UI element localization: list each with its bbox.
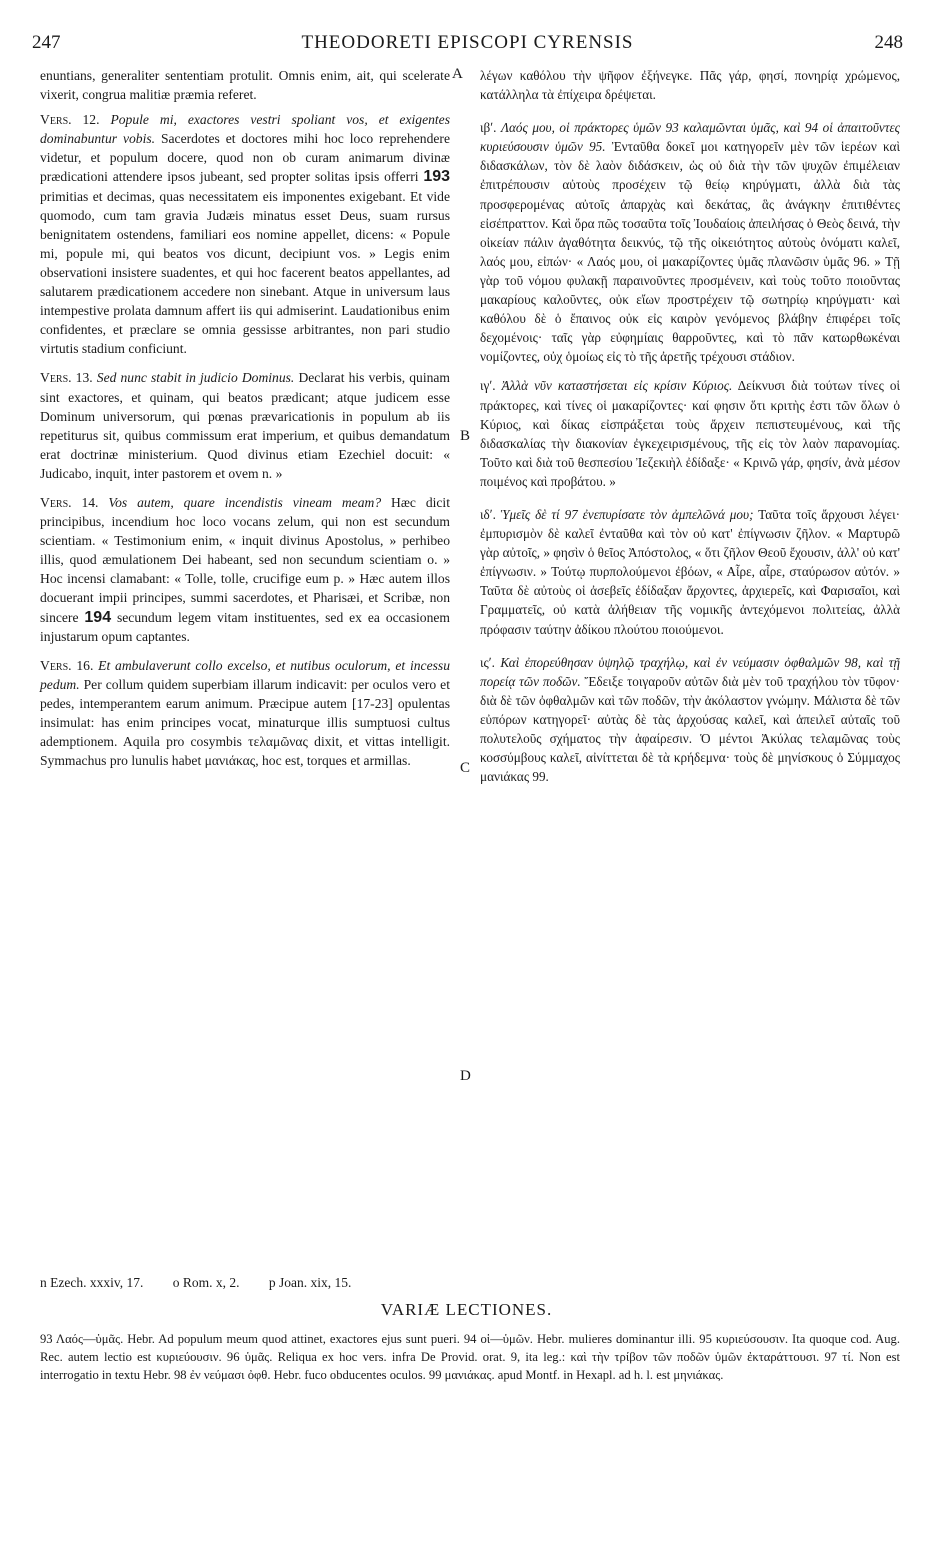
variae-lectiones-title: VARIÆ LECTIONES. xyxy=(380,1300,553,1319)
commentary-text: Sacerdotes et doctores mihi hoc loco reprehendere videtur, et populum docere, quod non ob curam animarum divinæ prædicationi attendere ipsos jubeant, sed propter solitas ipsis offerri xyxy=(40,131,450,185)
margin-letter-d: D xyxy=(460,1068,471,1084)
column-number: 194 xyxy=(84,608,112,626)
verse-lemma: Popule mi, exactores vestri spoliant vos, et exigentes dominabuntur vobis. xyxy=(40,112,451,147)
latin-verse-13 xyxy=(40,368,450,483)
commentary-text: secundum legem vitam instituentes, sed ex ea occasionem injustarum opum captantes. xyxy=(40,609,450,644)
margin-letter-c: C xyxy=(460,760,471,776)
verse-label: Vers. 14. xyxy=(40,494,99,510)
page-number-right: 248 xyxy=(874,32,903,53)
latin-verse-16 xyxy=(40,656,450,771)
commentary-text: Ταῦτα τοῖς ἄρχουσι λέγει· ἐμπυρισμὸν δὲ καλεῖ ἐνταῦθα καὶ τὸν οὐ κατ' ἐπίγνωσιν ζῆλον. « Μαρτυρῶ γὰρ αὐτοῖς, » φησὶν ὁ θεῖος Ἀπόστολος, « ὅτι ζῆλον Θεοῦ ἔχουσιν, ἀλλ' οὐ κατ' ἐπίγνωσιν. » Τούτῳ πυρπολούμενοι ἐβόων, « Αἶρε, αἶρε, σταύρωσον αὐτόν. » Ταῦτα δὲ αὐτοὺς οἱ ἀσεβεῖς ἐδίδαξαν ἄρχοντες, ἀρχιερεῖς, καὶ Φαρισαῖοι, καὶ Γραμματεῖς, οὐ κατὰ ἀλήθειαν τῆς νομικῆς ἀντεχόμενοι πολιτείας, ἀλλὰ πρόφασιν ταύτην ἀδίκου πλούτου ποιούμενοι. xyxy=(480,506,901,637)
latin-intro: enuntians, generaliter sententiam protulit. Omnis enim, ait, qui scelerate vixerit, congrua malitiæ præmia referet. xyxy=(40,68,450,103)
commentary-text: Per collum quidem superbiam illarum indicavit: per oculos vero et pedes, intemperantem earum animum. Præcipue autem [17-23] opulentas insimulat: has enim principes vocat, minaturque illis sumptuosi cultus ademptionem. Aquila pro cosymbis τελαμῶνας dixit, et vittas intelligit. Symmachus pro lunulis habet μανιάκας, hoc est, torques et armillas. xyxy=(40,676,450,769)
verse-label: Vers. 13. xyxy=(40,370,93,386)
greek-verse-14 xyxy=(480,505,900,639)
verse-lemma: Vos autem, quare incendistis vineam meam? xyxy=(108,494,382,510)
verse-label: ιςʹ. xyxy=(480,654,495,670)
greek-intro: λέγων καθόλου τὴν ψῆφον ἐξήνεγκε. Πᾶς γάρ, φησί, πονηρίᾳ χρώμενος, κατάλληλα τὰ ἐπίχειρα δρέψεται. xyxy=(480,68,900,103)
verse-lemma: Ἀλλὰ νῦν καταστήσεται εἰς κρίσιν Κύριος. xyxy=(501,378,733,394)
commentary-text: Ἔδειξε τοιγαροῦν αὐτῶν διὰ μὲν τοῦ τραχήλου τὸν τῦφον· διὰ δὲ τῶν ὀφθαλμῶν καὶ τῶν ποδῶν, τὴν ἀκόλαστον γνώμην. Μάλιστα δὲ τῶν εὐπόρων κατηγορεῖ· αὐτὰς δὲ τὰς ἀρχούσας καλεῖ, καὶ ἀπειλεῖ αὐταῖς τοῦ πολυτελοῦς σχήματος τὴν ἀφαίρεσιν. Ὁ μέντοι Ἀκύλας τελαμῶνας τοὺς κοσσύμβους καλεῖ, αἰνίττεται δὲ τὰ κρήδεμνα· τοὺς δὲ μηνίσκους ὁ Σύμμαχος μανιάκας 99. xyxy=(480,673,900,785)
verse-label: Vers. 12. xyxy=(40,112,100,128)
reference-romans: o Rom. x, 2. xyxy=(172,1275,240,1290)
variae-notes: 93 Λαός—ὑμᾶς. Hebr. Ad populum meum quod attinet, exactores ejus sunt pueri. 94 οἱ—ὑμῶν. Hebr. mulieres dominantur illi. 95 κυριεύσουσιν. Ita quoque cod. Aug. Rec. autem lectio est κυριεύουσιν. 96 ὑμᾶς. Reliqua ex hoc vers. infra De Provid. orat. 9, ita leg.: καὶ τὴν τρίβον τῶν ποδῶν ὑμῶν ἐκταράττουσι. 97 τί. Non est interrogatio in textu Hebr. 98 ἐν νεύμασι ὀφθ. Hebr. fuco obducentes oculos. 99 μανιάκας. apud Montf. in Hexapl. ad h. l. est μηνιάκας. xyxy=(40,1332,900,1382)
verse-lemma: Καὶ ἐπορεύθησαν ὑψηλῷ τραχήλῳ, καὶ ἐν νεύμασιν ὀφθαλμῶν 98, καὶ τῇ πορείᾳ τῶν ποδῶν. xyxy=(480,654,900,689)
greek-verse-13 xyxy=(480,376,900,491)
latin-verse-14 xyxy=(40,493,450,646)
latin-column xyxy=(40,66,450,770)
verse-lemma: Et ambulaverunt collo excelso, et nutibus oculorum, et incessu pedum. xyxy=(40,657,450,692)
greek-verse-12 xyxy=(480,118,900,366)
verse-label: ιδʹ. xyxy=(480,506,496,522)
verse-lemma: Sed nunc stabit in judicio Dominus. xyxy=(96,370,295,386)
margin-letter-a: A xyxy=(452,66,463,82)
greek-verse-16 xyxy=(480,653,900,787)
page-header xyxy=(32,30,903,58)
reference-ezechiel: n Ezech. xxxiv, 17. xyxy=(40,1275,144,1290)
latin-verse-12 xyxy=(40,110,450,358)
commentary-text: primitias et decimas, quas necessitatem eis imponentes exigebant. Et vide quomodo, cum tam gravia Judæis minatus esset Deus, suam rursus benignitatem ostendens, familiari eos nomine appellet, dicens: « Popule mi, popule mi, qui beatos vos dicunt, decipiunt vos. » Legis enim observationi insistere suadentes, et qui hoc facerent beatos appellantes, ad salutarem prædicationem accedere non sinebant. Atque in universum laus intempestive prolata damnum affert iis qui admiserint. Laudationibus enim confidentes, et præclare se omnia gessisse arbitrantes, non pari studio virtutis stadium conficiunt. xyxy=(40,188,450,357)
margin-letter-b: B xyxy=(460,428,471,444)
commentary-text: Hæc dicit principibus, incendium hoc loco vocans zelum, qui non est secundum scientiam. « Testimonium enim, « inquit divinus Apostolus, » perhibeo illis, quod æmulationem Dei habeant, sed non secundum scientiam o. » Hoc incensi clamabant: « Tolle, tolle, crucifige eum p. » Hæc autem illos docuerant impii principes, summi sacerdotes, et Pharisæi, et Scribæ, non sincere xyxy=(40,494,450,625)
verse-label: ιβʹ. xyxy=(480,120,497,136)
commentary-text: Ἐνταῦθα δοκεῖ μοι κατηγορεῖν μὲν τῶν ἱερέων καὶ διδασκάλων, τὸν δὲ λαὸν διδάσκειν, ὡς οὐ διὰ τὴν τῶν ψυχῶν ἐπιμέλειαν ἐπιτρέπουσιν αὐτοὺς προσέχειν τῷ θείῳ κηρύγματι, ἀλλὰ διὰ τὰς προσφερομένας αὐτοῖς ἀπαρχὰς καὶ δεκάτας, ἃς ἀνάγκην ἐπιτιθέντες εἰσέπραττον. Καὶ ὅρα πῶς τοσαῦτα τοῖς Ἰουδαίοις ἀπειλήσας ὁ Θεὸς δεινά, τὴν οἰκείαν πάλιν ἀγαθότητα δεικνύς, τῷ τῆς οἰκειότητος αὐτοὺς ὀνόματι καλεῖ, λαός μου, εἰπών· « Λαός μου, οἱ μακαρίζοντες ὑμᾶς πλανῶσιν ὑμᾶς 96. » Τῇ γὰρ τοῦ νόμου φυλακῇ παραινοῦντες προσμένειν, καὶ τοὺς τοῦτο ποιοῦντας μακαρίους καλοῦντες, οὐκ εἴων προστρέχειν τῷ σωτηρίῳ κηρύγματι· καὶ καθόλου δὲ ὁ ἔπαινος οὐκ εἰς καιρὸν γενόμενος βλάβην ἐπιφέρει τοῖς δεχομένοις· ταῖς γὰρ εὐφημίαις θαρροῦντες, καὶ τὸ πᾶν κατωρθωκέναι νομίζοντες, οὐχ ὁμοίως εἰς τὸ τῆς ἀρετῆς τρέχουσι στάδιον. xyxy=(480,139,900,365)
column-number: 193 xyxy=(423,168,451,186)
verse-lemma: Λαός μου, οἱ πράκτορες ὑμῶν 93 καλαμῶνται ὑμᾶς, καὶ 94 οἱ ἀπαιτοῦντες κυριεύσουσιν ὑμῶν 95. xyxy=(480,120,900,155)
running-title: THEODORETI EPISCOPI CYRENSIS xyxy=(301,32,634,53)
page-number-left: 247 xyxy=(32,32,61,53)
verse-lemma: Ὑμεῖς δὲ τί 97 ἐνεπυρίσατε τὸν ἀμπελῶνά μου; xyxy=(500,506,754,522)
greek-column xyxy=(480,66,900,786)
scripture-references xyxy=(40,1275,900,1291)
commentary-text: Declarat his verbis, quinam sint exactores, et quinam, qui beatos prædicant; atque judicem esse Dominum universorum, qui pœnas prævaricationis in populum ab iis repetiturus sit, quibus commissum erat imperium, et quibus demandatum erat doctrinæ ministerium. Quod divinus etiam Ezechiel docuit: « Judicabo, inquit, inter pastorem et ovem n. » xyxy=(40,370,451,481)
commentary-text: Δείκνυσι διὰ τούτων τίνες οἱ πράκτορες, καὶ τίνες οἱ μακαρίζοντες· καί φησιν ὅτι κριτὴς ἐστι τῶν ὅλων ὁ Κύριος, καὶ δίκας εἰσπράξεται τοὺς ἄρχειν πεπιστευμένους, καὶ τῆς διδασκαλίας τὴν διακονίαν ἐγκεχειρισμένους, τῆς εἰς τὸν λαὸν παρανομίας. Τοῦτο καὶ διὰ τοῦ θεσπεσίου Ἰεζεκιὴλ ἐδίδαξε· « Κρινῶ γάρ, φησίν, ἀνὰ μέσον ποιμένος καὶ προβάτου. » xyxy=(480,378,901,489)
verse-label: ιγʹ. xyxy=(480,378,496,394)
reference-john: p Joan. xix, 15. xyxy=(268,1275,352,1290)
variae-lectiones xyxy=(40,1330,900,1384)
verse-label: Vers. 16. xyxy=(40,657,94,673)
